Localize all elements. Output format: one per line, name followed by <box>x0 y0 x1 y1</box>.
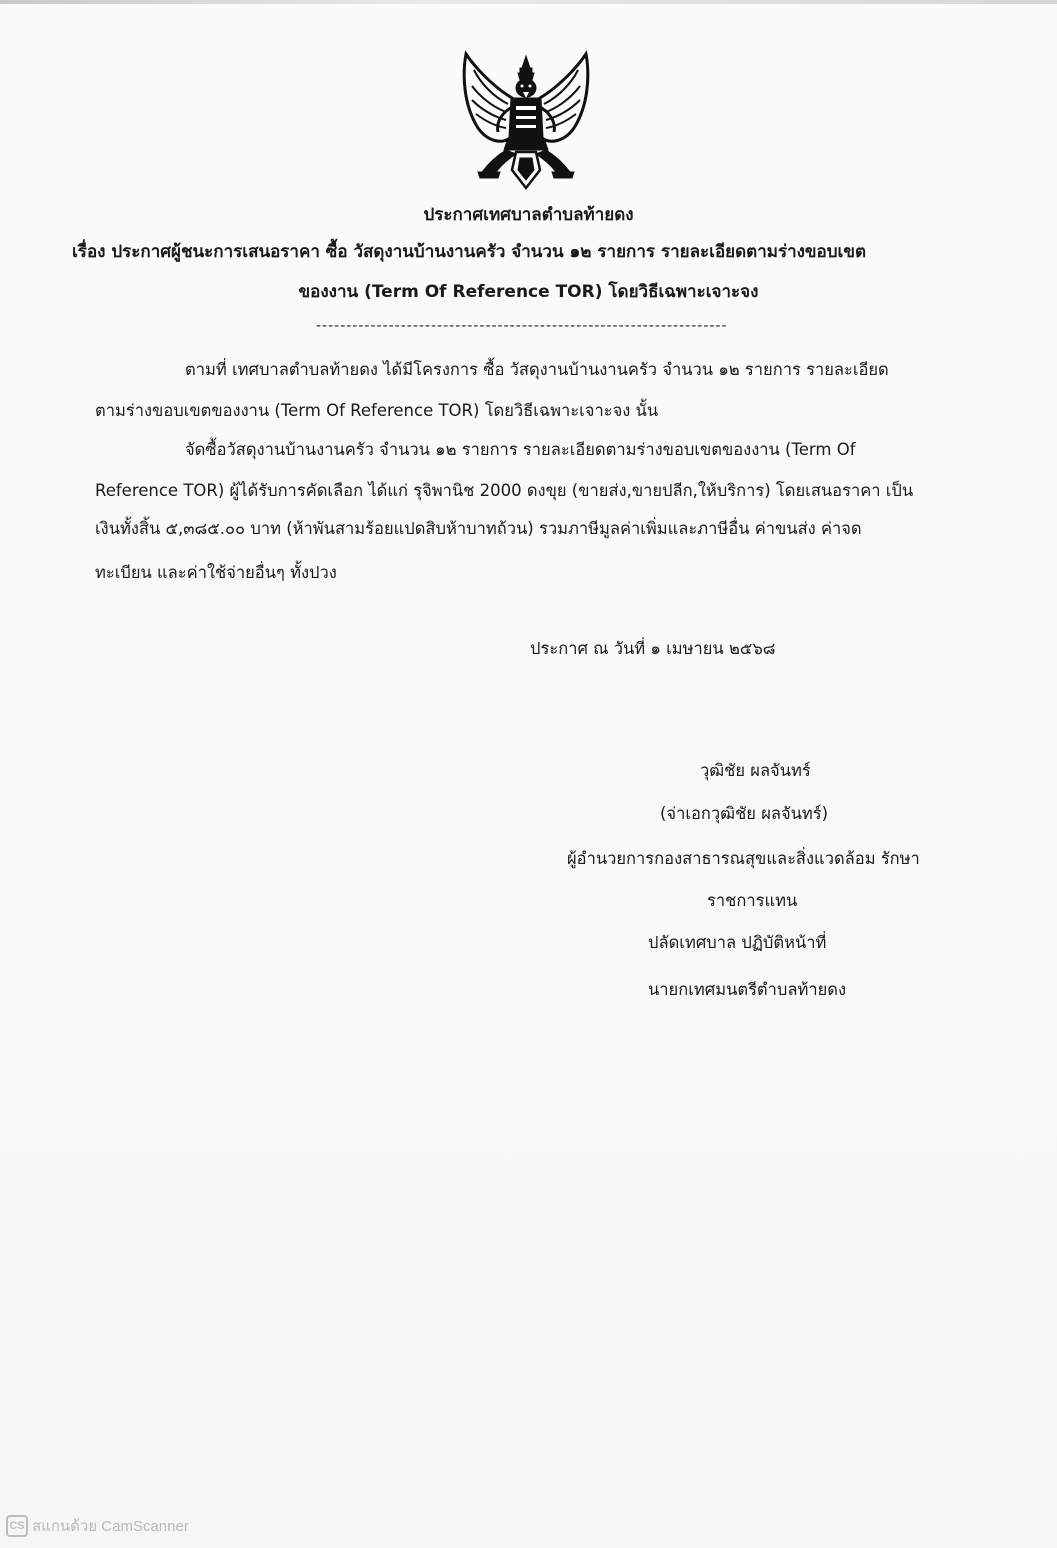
subject-line-1: เรื่อง ประกาศผู้ชนะการเสนอราคา ซื้อ วัสดุงานบ้านงานครัว จำนวน ๑๒ รายการ รายละเอียดตามร่างขอบเขต <box>72 242 867 262</box>
signatory-position: ปลัดเทศบาล ปฏิบัติหน้าที่ <box>648 933 827 952</box>
announcement-title: ประกาศเทศบาลตำบลท้ายดง <box>423 205 634 225</box>
camscanner-watermark <box>6 1514 189 1538</box>
camscanner-logo-icon: CS <box>6 1515 28 1537</box>
signatory-position: นายกเทศมนตรีตำบลท้ายดง <box>648 980 847 999</box>
body-line: ตามร่างขอบเขตของงาน (Term Of Reference TOR) โดยวิธีเฉพาะเจาะจง นั้น <box>95 401 659 420</box>
scan-top-edge <box>0 0 1057 4</box>
signatory-full-name: (จ่าเอกวุฒิชัย ผลจันทร์) <box>660 804 829 823</box>
body-line: Reference TOR) ผู้ได้รับการคัดเลือก ได้แก่ รุจิพานิช 2000 ดงขุย (ขายส่ง,ขายปลีก,ให้บริการ) โดยเสนอราคา เป็น <box>95 481 914 500</box>
divider-line: -------------------------------------------------------------------- <box>316 318 728 334</box>
subject-line-2: ของงาน (Term Of Reference TOR) โดยวิธีเฉพาะเจาะจง <box>298 282 759 302</box>
body-line: ทะเบียน และค่าใช้จ่ายอื่นๆ ทั้งปวง <box>95 563 337 582</box>
announcement-date: ประกาศ ณ วันที่ ๑ เมษายน ๒๕๖๘ <box>530 639 776 658</box>
signatory-position: ราชการแทน <box>707 891 798 910</box>
body-line: เงินทั้งสิ้น ๕,๓๘๕.๐๐ บาท (ห้าพันสามร้อยแปดสิบห้าบาทถ้วน) รวมภาษีมูลค่าเพิ่มและภาษีอื่น ค่าขนส่ง ค่าจด <box>95 519 862 538</box>
watermark-text: สแกนด้วย CamScanner <box>32 1518 189 1535</box>
body-line: จัดซื้อวัสดุงานบ้านงานครัว จำนวน ๑๒ รายการ รายละเอียดตามร่างขอบเขตของงาน (Term Of <box>185 440 856 459</box>
garuda-emblem-icon <box>452 46 600 196</box>
body-line: ตามที่ เทศบาลตำบลท้ายดง ได้มีโครงการ ซื้อ วัสดุงานบ้านงานครัว จำนวน ๑๒ รายการ รายละเอียด <box>185 360 889 379</box>
signatory-position: ผู้อำนวยการกองสาธารณสุขและสิ่งแวดล้อม รักษา <box>567 849 920 868</box>
signature-name: วุฒิชัย ผลจันทร์ <box>700 761 811 780</box>
